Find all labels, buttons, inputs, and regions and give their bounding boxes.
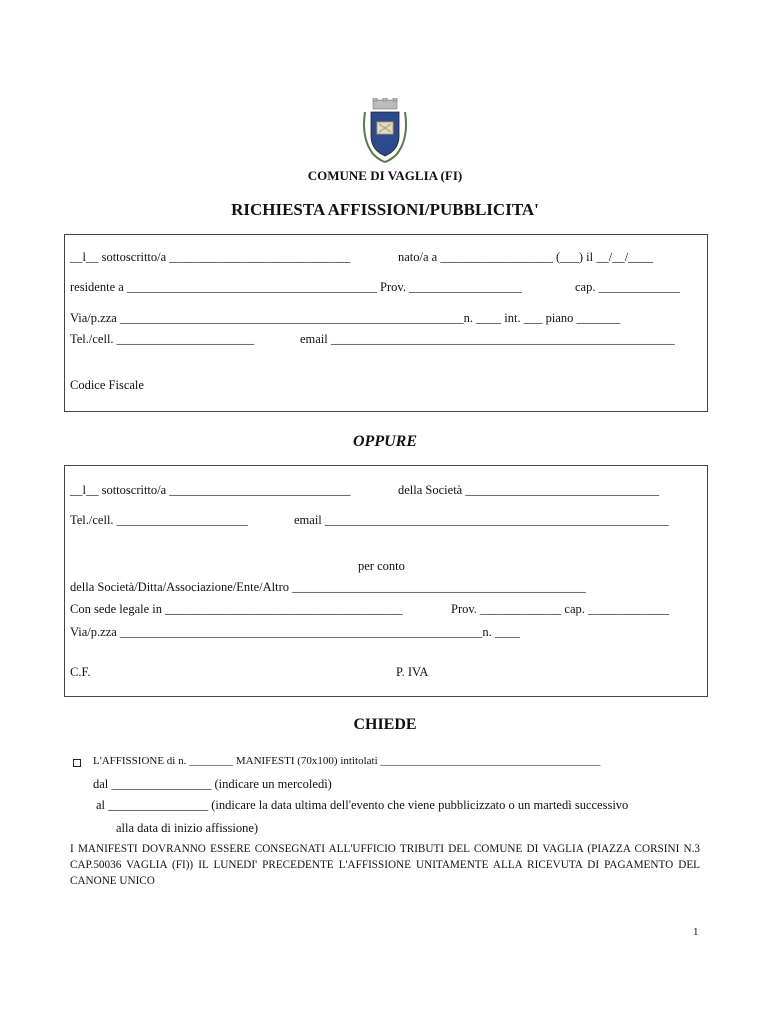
municipality-name: COMUNE DI VAGLIA (FI): [307, 168, 463, 183]
vat-field[interactable]: P. IVA: [396, 665, 429, 679]
page-number: 1: [693, 926, 699, 938]
email-field[interactable]: email _______________________________________________________: [300, 332, 675, 346]
end-date-field[interactable]: al ________________ (indicare la data ultima dell'evento che viene pubblicizzato o un martedì successivo: [96, 798, 629, 812]
residence-field[interactable]: residente a ________________________________________ Prov. __________________: [70, 280, 522, 294]
birth-place-date-field[interactable]: nato/a a __________________ (___) il __/__/____: [398, 250, 654, 264]
page-title: RICHIESTA AFFISSIONI/PUBBLICITA': [231, 200, 539, 219]
start-date-field[interactable]: dal ________________ (indicare un mercoledì): [93, 777, 332, 791]
tax-code-field[interactable]: Codice Fiscale: [70, 378, 144, 392]
company-signatory-field[interactable]: __l__ sottoscritto/a _____________________________: [70, 483, 351, 497]
postcode-field[interactable]: cap. _____________: [575, 280, 680, 294]
legal-seat-prov-cap-field[interactable]: Prov. _____________ cap. _____________: [451, 602, 670, 616]
request-checkbox[interactable]: [73, 759, 81, 767]
on-behalf-label: per conto: [358, 559, 405, 573]
posters-request-field[interactable]: L'AFFISSIONE di n. ________ MANIFESTI (70x100) intitolati ________________________________________: [93, 755, 601, 767]
address-field[interactable]: Via/p.zza _______________________________________________________n. ____ int. ___ piano _______: [70, 311, 621, 325]
delivery-notice: I MANIFESTI DOVRANNO ESSERE CONSEGNATI ALL'UFFICIO TRIBUTI DEL COMUNE DI VAGLIA (PIAZZA CORSINI N.3 CAP.50036 VAGLIA (FI)) IL LUNEDI' PRECEDENTE L'AFFISSIONE UNITAMENTE ALLA RICEVUTA DI PAGAMENTO DEL CANONE UNICO: [70, 843, 700, 887]
end-date-note: alla data di inizio affissione): [116, 821, 259, 835]
legal-seat-field[interactable]: Con sede legale in ______________________________________: [70, 602, 403, 616]
request-heading: CHIEDE: [353, 716, 417, 733]
municipal-crest-icon: [359, 98, 411, 164]
company-name-field[interactable]: della Società _______________________________: [398, 483, 660, 497]
company-address-field[interactable]: Via/p.zza __________________________________________________________n. ____: [70, 625, 520, 639]
signatory-name-field[interactable]: __l__ sottoscritto/a _____________________________: [70, 250, 351, 264]
phone-field[interactable]: Tel./cell. ______________________: [70, 332, 255, 346]
cf-field[interactable]: C.F.: [70, 665, 91, 679]
company-email-field[interactable]: email _______________________________________________________: [294, 513, 669, 527]
or-separator: OPPURE: [353, 433, 417, 450]
entity-field[interactable]: della Società/Ditta/Associazione/Ente/Altro _______________________________________________: [70, 580, 586, 594]
company-phone-field[interactable]: Tel./cell. _____________________: [70, 513, 248, 527]
